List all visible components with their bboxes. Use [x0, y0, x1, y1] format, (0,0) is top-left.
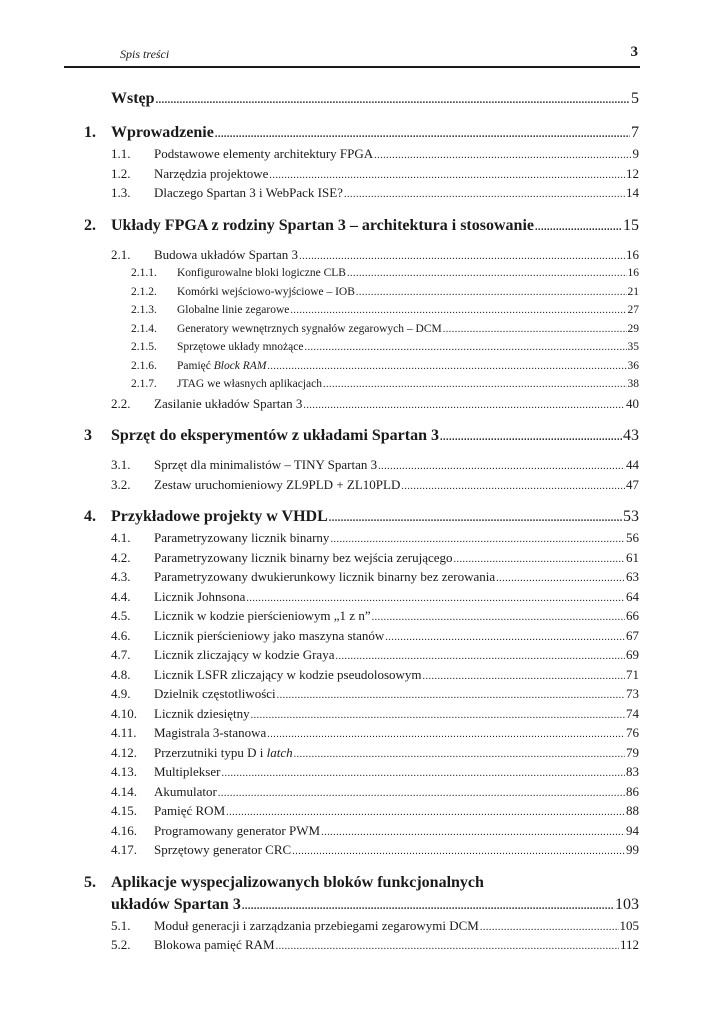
- toc-entry-page: 29: [627, 322, 639, 335]
- toc-entry-number: 4.10.: [111, 705, 137, 721]
- toc-entry-title: Sprzęt do eksperymentów z układami Spartan 3: [111, 427, 440, 444]
- toc-entry-page: 71: [626, 666, 639, 682]
- toc-entry-title: Przerzutniki typu D i latch: [154, 744, 293, 760]
- toc-section[interactable]: [0, 916, 704, 936]
- page-number: 3: [630, 44, 638, 60]
- toc-leader-dots: [303, 396, 625, 416]
- toc-entry-title: Wprowadzenie: [111, 124, 214, 141]
- toc-entry-title: Zasilanie układów Spartan 3: [154, 395, 303, 411]
- toc-section[interactable]: [0, 245, 704, 265]
- toc-entry-number: 4.13.: [111, 764, 137, 779]
- toc-chapter-continued[interactable]: [0, 894, 704, 916]
- toc-entry-title: układów Spartan 3: [111, 895, 241, 913]
- toc-entry-number: 4.: [84, 508, 96, 525]
- toc-entry-page: 15: [623, 216, 639, 234]
- toc-entry-page: 40: [626, 395, 639, 411]
- toc-entry-number: 2.1.: [111, 246, 131, 262]
- toc-entry-title: Licznik Johnsona: [154, 588, 246, 604]
- toc-entry-page: 103: [615, 895, 639, 913]
- toc-entry-number: 2.1.5.: [131, 341, 157, 353]
- toc-entry-number: 2.1.6.: [131, 359, 157, 372]
- toc-entry-title: Układy FPGA z rodziny Spartan 3 – architektura i stosowanie: [111, 216, 534, 234]
- toc-entry-page: 61: [626, 549, 639, 565]
- toc-entry-title: Podstawowe elementy architektury FPGA: [154, 146, 374, 161]
- toc-entry-title: Parametryzowany dwukierunkowy licznik binarny bez zerowania: [154, 569, 496, 584]
- toc-entry-page: 79: [626, 744, 639, 760]
- toc-entry-page: 88: [626, 803, 639, 818]
- toc-section[interactable]: [0, 723, 704, 743]
- toc-entry-title: Licznik w kodzie pierścieniowym „1 z n”: [154, 608, 371, 623]
- toc-entry-title: Programowany generator PWM: [154, 822, 321, 838]
- toc-entry-number: 2.: [84, 216, 96, 234]
- toc-leader-dots: [156, 90, 630, 112]
- toc-entry-title: Globalne linie zegarowe: [177, 304, 290, 316]
- toc-entry-number: 4.1.: [111, 530, 131, 545]
- toc-entry-title: Komórki wejściowo-wyjściowe – IOB: [177, 285, 355, 298]
- toc-entry-title: Sprzęt dla minimalistów – TINY Spartan 3: [154, 457, 378, 472]
- toc-entry-page: 83: [626, 764, 639, 779]
- toc-entry-number: 2.2.: [111, 395, 131, 411]
- toc-entry-title: Blokowa pamięć RAM: [154, 937, 275, 952]
- toc-entry-number: 4.17.: [111, 842, 137, 857]
- toc-subsection[interactable]: [0, 301, 704, 320]
- toc-entry-number: 1.1.: [111, 146, 131, 161]
- toc-entry-number: 4.4.: [111, 588, 131, 604]
- toc-chapter[interactable]: [0, 506, 704, 528]
- toc-entry-page: 38: [627, 378, 639, 390]
- page-header: [0, 0, 704, 70]
- toc-entry-page: 64: [626, 588, 639, 604]
- table-of-contents: [0, 88, 704, 955]
- toc-entry-page: 94: [626, 822, 639, 838]
- toc-entry-title: Generatory wewnętrznych sygnałów zegarowych – DCM: [177, 322, 442, 335]
- toc-leader-dots: [440, 427, 622, 449]
- toc-entry-title: Licznik zliczający w kodzie Graya: [154, 647, 335, 662]
- toc-entry-title: Wstęp: [111, 90, 155, 107]
- toc-section[interactable]: [0, 935, 704, 955]
- toc-leader-dots: [242, 896, 614, 918]
- toc-entry-page: 43: [623, 427, 639, 444]
- toc-entry-number: 4.5.: [111, 608, 131, 623]
- toc-section[interactable]: [0, 164, 704, 184]
- toc-entry-number: 2.1.7.: [131, 378, 157, 390]
- toc-entry-title: Dlaczego Spartan 3 i WebPack ISE?: [154, 185, 343, 200]
- toc-chapter[interactable]: [0, 872, 704, 894]
- toc-section[interactable]: [0, 606, 704, 626]
- toc-subsection[interactable]: [0, 338, 704, 357]
- toc-entry-page: 56: [626, 530, 639, 545]
- toc-section[interactable]: [0, 567, 704, 587]
- toc-entry-number: 4.6.: [111, 627, 131, 643]
- toc-entry-title: Sprzętowe układy mnożące: [177, 341, 304, 353]
- toc-section[interactable]: [0, 626, 704, 646]
- toc-entry-page: 69: [626, 647, 639, 662]
- toc-entry-number: 5.: [84, 873, 96, 891]
- toc-chapter[interactable]: [0, 88, 704, 110]
- toc-entry-title: Zestaw uruchomieniowy ZL9PLD + ZL10PLD: [154, 476, 401, 492]
- toc-leader-dots: [535, 217, 622, 239]
- toc-entry-title: Licznik LSFR zliczający w kodzie pseudolosowym: [154, 666, 422, 682]
- toc-entry-title: Licznik pierścieniowy jako maszyna stanów: [154, 627, 385, 643]
- toc-subsection[interactable]: [0, 320, 704, 339]
- toc-entry-page: 16: [626, 246, 639, 262]
- toc-entry-page: 44: [626, 457, 639, 472]
- toc-entry-title: JTAG we własnych aplikacjach: [177, 378, 323, 390]
- toc-section[interactable]: [0, 743, 704, 763]
- toc-entry-number: 4.16.: [111, 822, 137, 838]
- toc-leader-dots: [344, 185, 625, 205]
- toc-section[interactable]: [0, 821, 704, 841]
- toc-entry-page: 35: [627, 341, 639, 353]
- toc-chapter[interactable]: [0, 122, 704, 144]
- toc-entry-page: 73: [626, 686, 639, 701]
- toc-leader-dots: [443, 321, 627, 340]
- toc-entry-page: 67: [626, 627, 639, 643]
- toc-entry-number: 5.1.: [111, 917, 131, 933]
- toc-entry-number: 1.2.: [111, 165, 131, 181]
- toc-section[interactable]: [0, 684, 704, 704]
- toc-section[interactable]: [0, 782, 704, 802]
- toc-chapter[interactable]: [0, 215, 704, 237]
- toc-entry-page: 16: [627, 267, 639, 279]
- toc-entry-title: Licznik dziesiętny: [154, 705, 250, 721]
- toc-entry-title: Multiplekser: [154, 764, 221, 779]
- toc-subsection[interactable]: [0, 375, 704, 394]
- toc-entry-page: 9: [632, 146, 639, 161]
- header-rule: [64, 66, 640, 68]
- toc-section[interactable]: [0, 455, 704, 475]
- toc-entry-page: 53: [623, 508, 639, 525]
- toc-entry-number: 5.2.: [111, 937, 131, 952]
- toc-entry-number: 4.2.: [111, 549, 131, 565]
- toc-entry-number: 4.12.: [111, 744, 137, 760]
- toc-entry-page: 7: [631, 124, 639, 141]
- toc-entry-page: 105: [619, 917, 639, 933]
- toc-section[interactable]: [0, 665, 704, 685]
- toc-entry-page: 47: [626, 476, 639, 492]
- toc-entry-number: 4.8.: [111, 666, 131, 682]
- toc-entry-page: 63: [626, 569, 639, 584]
- toc-leader-dots: [215, 124, 630, 146]
- toc-entry-page: 36: [627, 359, 639, 372]
- toc-leader-dots: [329, 508, 622, 530]
- toc-entry-title: Parametryzowany licznik binarny bez wejścia zerującego: [154, 549, 453, 565]
- toc-entry-number: 4.11.: [111, 725, 137, 740]
- toc-entry-number: 2.1.1.: [131, 267, 157, 279]
- toc-entry-number: 2.1.2.: [131, 285, 157, 298]
- toc-leader-dots: [323, 376, 626, 395]
- toc-section[interactable]: [0, 548, 704, 568]
- toc-entry-title: Moduł generacji i zarządzania przebiegami zegarowymi DCM: [154, 917, 479, 933]
- toc-entry-title: Pamięć Block RAM: [177, 359, 267, 372]
- toc-subsection[interactable]: [0, 283, 704, 302]
- toc-leader-dots: [267, 358, 626, 377]
- toc-entry-title: Budowa układów Spartan 3: [154, 246, 299, 262]
- toc-entry-number: 3.2.: [111, 476, 131, 492]
- toc-entry-title: Sprzętowy generator CRC: [154, 842, 292, 857]
- toc-section[interactable]: [0, 587, 704, 607]
- toc-entry-page: 86: [626, 783, 639, 799]
- toc-entry-title: Akumulator: [154, 783, 217, 799]
- toc-entry-title: Konfigurowalne bloki logiczne CLB: [177, 267, 346, 279]
- toc-entry-number: 4.14.: [111, 783, 137, 799]
- toc-entry-title: Dzielnik częstotliwości: [154, 686, 276, 701]
- toc-entry-number: 4.7.: [111, 647, 131, 662]
- toc-section[interactable]: [0, 183, 704, 203]
- toc-section[interactable]: [0, 840, 704, 860]
- toc-entry-number: 3: [84, 427, 92, 444]
- toc-section[interactable]: [0, 645, 704, 665]
- toc-entry-title: Parametryzowany licznik binarny: [154, 530, 330, 545]
- toc-leader-dots: [292, 842, 625, 862]
- toc-entry-page: 74: [626, 705, 639, 721]
- toc-subsection[interactable]: [0, 357, 704, 376]
- toc-entry-title: Przykładowe projekty w VHDL: [111, 508, 328, 525]
- toc-entry-title: Narzędzia projektowe: [154, 165, 269, 181]
- toc-entry-page: 27: [627, 304, 639, 316]
- toc-leader-dots: [304, 339, 626, 358]
- toc-section[interactable]: [0, 528, 704, 548]
- toc-entry-number: 2.1.4.: [131, 322, 157, 335]
- toc-leader-dots: [290, 302, 626, 321]
- toc-entry-number: 3.1.: [111, 457, 131, 472]
- toc-entry-page: 66: [626, 608, 639, 623]
- running-title: Spis treści: [120, 47, 170, 61]
- toc-entry-number: 2.1.3.: [131, 304, 157, 316]
- toc-entry-title: Magistrala 3-stanowa: [154, 725, 267, 740]
- toc-entry-number: 4.9.: [111, 686, 131, 701]
- toc-leader-dots: [347, 265, 627, 284]
- toc-leader-dots: [401, 477, 625, 497]
- toc-entry-page: 21: [627, 285, 639, 298]
- toc-entry-number: 1.3.: [111, 185, 131, 200]
- toc-entry-number: 1.: [84, 124, 96, 141]
- toc-leader-dots: [356, 284, 627, 303]
- toc-entry-page: 14: [626, 185, 639, 200]
- toc-entry-page: 99: [626, 842, 639, 857]
- toc-subsection[interactable]: [0, 264, 704, 283]
- toc-section[interactable]: [0, 762, 704, 782]
- toc-entry-number: 4.15.: [111, 803, 137, 818]
- toc-section[interactable]: [0, 144, 704, 164]
- toc-chapter[interactable]: [0, 425, 704, 447]
- toc-entry-title: Aplikacje wyspecjalizowanych bloków funkcjonalnych: [111, 873, 484, 891]
- toc-section[interactable]: [0, 704, 704, 724]
- toc-entry-title: Pamięć ROM: [154, 803, 226, 818]
- toc-section[interactable]: [0, 801, 704, 821]
- toc-entry-page: 12: [626, 165, 639, 181]
- toc-section[interactable]: [0, 394, 704, 414]
- toc-section[interactable]: [0, 475, 704, 495]
- toc-entry-number: 4.3.: [111, 569, 131, 584]
- toc-entry-page: 5: [631, 90, 639, 107]
- toc-entry-page: 76: [626, 725, 639, 740]
- toc-leader-dots: [276, 937, 619, 957]
- toc-entry-page: 112: [619, 937, 639, 952]
